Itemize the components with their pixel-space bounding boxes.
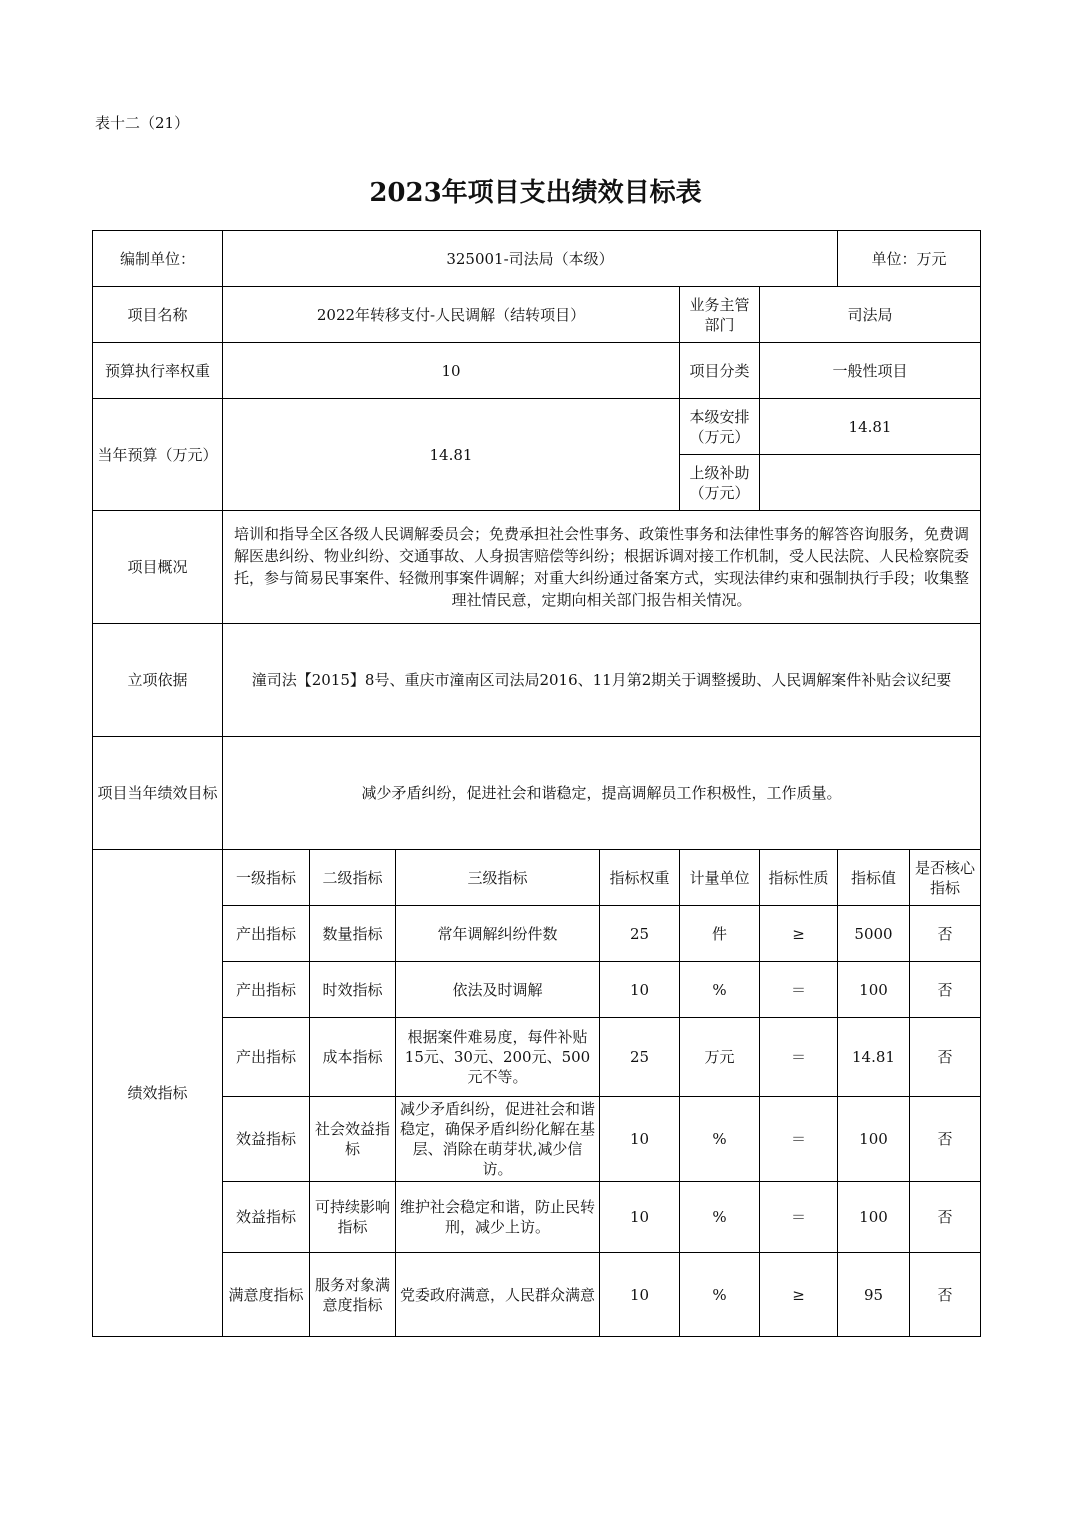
col-header: 是否核心指标 (910, 850, 981, 906)
unit-cell: % (680, 962, 760, 1018)
upper-budget-label: 上级补助（万元） (680, 455, 760, 511)
table-row (93, 1253, 981, 1337)
weight-cell: 10 (600, 962, 680, 1018)
upper-budget-value (760, 455, 981, 511)
category-label: 项目分类 (680, 343, 760, 399)
nature-cell: ＝ (760, 1018, 838, 1097)
project-name-value: 2022年转移支付-人民调解（结转项目） (223, 287, 680, 343)
budget-row-1 (93, 399, 981, 455)
table-row (93, 906, 981, 962)
goal-label: 项目当年绩效目标 (93, 737, 223, 850)
value-cell: 100 (838, 1097, 910, 1182)
level3-cell: 党委政府满意，人民群众满意 (396, 1253, 600, 1337)
nature-cell: ≥ (760, 906, 838, 962)
level3-cell: 根据案件难易度，每件补贴15元、30元、200元、500元不等。 (396, 1018, 600, 1097)
goal-row (93, 737, 981, 850)
col-header: 计量单位 (680, 850, 760, 906)
overview-value: 培训和指导全区各级人民调解委员会；免费承担社会性事务、政策性事务和法律性事务的解答咨询服务，免费调解医患纠纷、物业纠纷、交通事故、人身损害赔偿等纠纷；根据诉调对接工作机制，受人民法院、人民检察院委托，参与简易民事案件、轻微刑事案件调解；对重大纠纷通过备案方式，实现法律约束和强制执行手段；收集整理社情民意，定期向相关部门报告相关情况。 (223, 511, 981, 624)
table-row (93, 962, 981, 1018)
level1-cell: 满意度指标 (223, 1253, 310, 1337)
page-title: 2023年项目支出绩效目标表 (369, 178, 702, 208)
level1-cell: 产出指标 (223, 962, 310, 1018)
indicators-section-label: 绩效指标 (93, 850, 223, 1337)
indicator-header-row (93, 850, 981, 906)
budget-label: 当年预算（万元） (93, 399, 223, 511)
table-row (93, 1018, 981, 1097)
level2-cell: 可持续影响指标 (310, 1182, 396, 1253)
weight-cell: 10 (600, 1253, 680, 1337)
unit-value: 325001-司法局（本级） (223, 231, 838, 287)
document-label: 表十二（21） (95, 114, 190, 132)
nature-cell: ＝ (760, 1097, 838, 1182)
level3-cell: 依法及时调解 (396, 962, 600, 1018)
col-header: 指标性质 (760, 850, 838, 906)
level1-cell: 产出指标 (223, 906, 310, 962)
col-header: 三级指标 (396, 850, 600, 906)
local-budget-label: 本级安排（万元） (680, 399, 760, 455)
level2-cell: 时效指标 (310, 962, 396, 1018)
overview-label: 项目概况 (93, 511, 223, 624)
value-cell: 14.81 (838, 1018, 910, 1097)
weight-cell: 25 (600, 906, 680, 962)
level1-cell: 效益指标 (223, 1097, 310, 1182)
value-cell: 5000 (838, 906, 910, 962)
level2-cell: 社会效益指标 (310, 1097, 396, 1182)
core-cell: 否 (910, 1182, 981, 1253)
col-header: 指标权重 (600, 850, 680, 906)
weight-cell: 10 (600, 1182, 680, 1253)
nature-cell: ＝ (760, 1182, 838, 1253)
level2-cell: 成本指标 (310, 1018, 396, 1097)
table-row (93, 1097, 981, 1182)
unit-cell: 件 (680, 906, 760, 962)
nature-cell: ≥ (760, 1253, 838, 1337)
weight-cell: 25 (600, 1018, 680, 1097)
category-value: 一般性项目 (760, 343, 981, 399)
unit-cell: % (680, 1182, 760, 1253)
project-name-label: 项目名称 (93, 287, 223, 343)
nature-cell: ＝ (760, 962, 838, 1018)
core-cell: 否 (910, 1253, 981, 1337)
unit-cell: % (680, 1097, 760, 1182)
unit-cell: 万元 (680, 1018, 760, 1097)
local-budget-value: 14.81 (760, 399, 981, 455)
unit-label: 编制单位： (93, 231, 223, 287)
goal-value: 减少矛盾纠纷，促进社会和谐稳定，提高调解员工作积极性，工作质量。 (223, 737, 981, 850)
core-cell: 否 (910, 962, 981, 1018)
level2-cell: 数量指标 (310, 906, 396, 962)
basis-row (93, 624, 981, 737)
overview-row (93, 511, 981, 624)
basis-label: 立项依据 (93, 624, 223, 737)
col-header: 二级指标 (310, 850, 396, 906)
dept-value: 司法局 (760, 287, 981, 343)
weight-label: 预算执行率权重 (93, 343, 223, 399)
unit-row (93, 231, 981, 287)
basis-value: 潼司法【2015】8号、重庆市潼南区司法局2016、11月第2期关于调整援助、人民调解案件补贴会议纪要 (223, 624, 981, 737)
weight-cell: 10 (600, 1097, 680, 1182)
col-header: 一级指标 (223, 850, 310, 906)
core-cell: 否 (910, 906, 981, 962)
currency-label: 单位：万元 (838, 231, 981, 287)
project-name-row (93, 287, 981, 343)
budget-value: 14.81 (223, 399, 680, 511)
weight-row (93, 343, 981, 399)
performance-table (92, 230, 981, 1337)
level3-cell: 维护社会稳定和谐，防止民转刑，减少上访。 (396, 1182, 600, 1253)
level3-cell: 减少矛盾纠纷，促进社会和谐稳定，确保矛盾纠纷化解在基层、消除在萌芽状,减少信访。 (396, 1097, 600, 1182)
value-cell: 95 (838, 1253, 910, 1337)
unit-cell: % (680, 1253, 760, 1337)
core-cell: 否 (910, 1097, 981, 1182)
value-cell: 100 (838, 1182, 910, 1253)
table-row (93, 1182, 981, 1253)
weight-value: 10 (223, 343, 680, 399)
level3-cell: 常年调解纠纷件数 (396, 906, 600, 962)
col-header: 指标值 (838, 850, 910, 906)
level2-cell: 服务对象满意度指标 (310, 1253, 396, 1337)
level1-cell: 产出指标 (223, 1018, 310, 1097)
dept-label: 业务主管部门 (680, 287, 760, 343)
core-cell: 否 (910, 1018, 981, 1097)
value-cell: 100 (838, 962, 910, 1018)
level1-cell: 效益指标 (223, 1182, 310, 1253)
